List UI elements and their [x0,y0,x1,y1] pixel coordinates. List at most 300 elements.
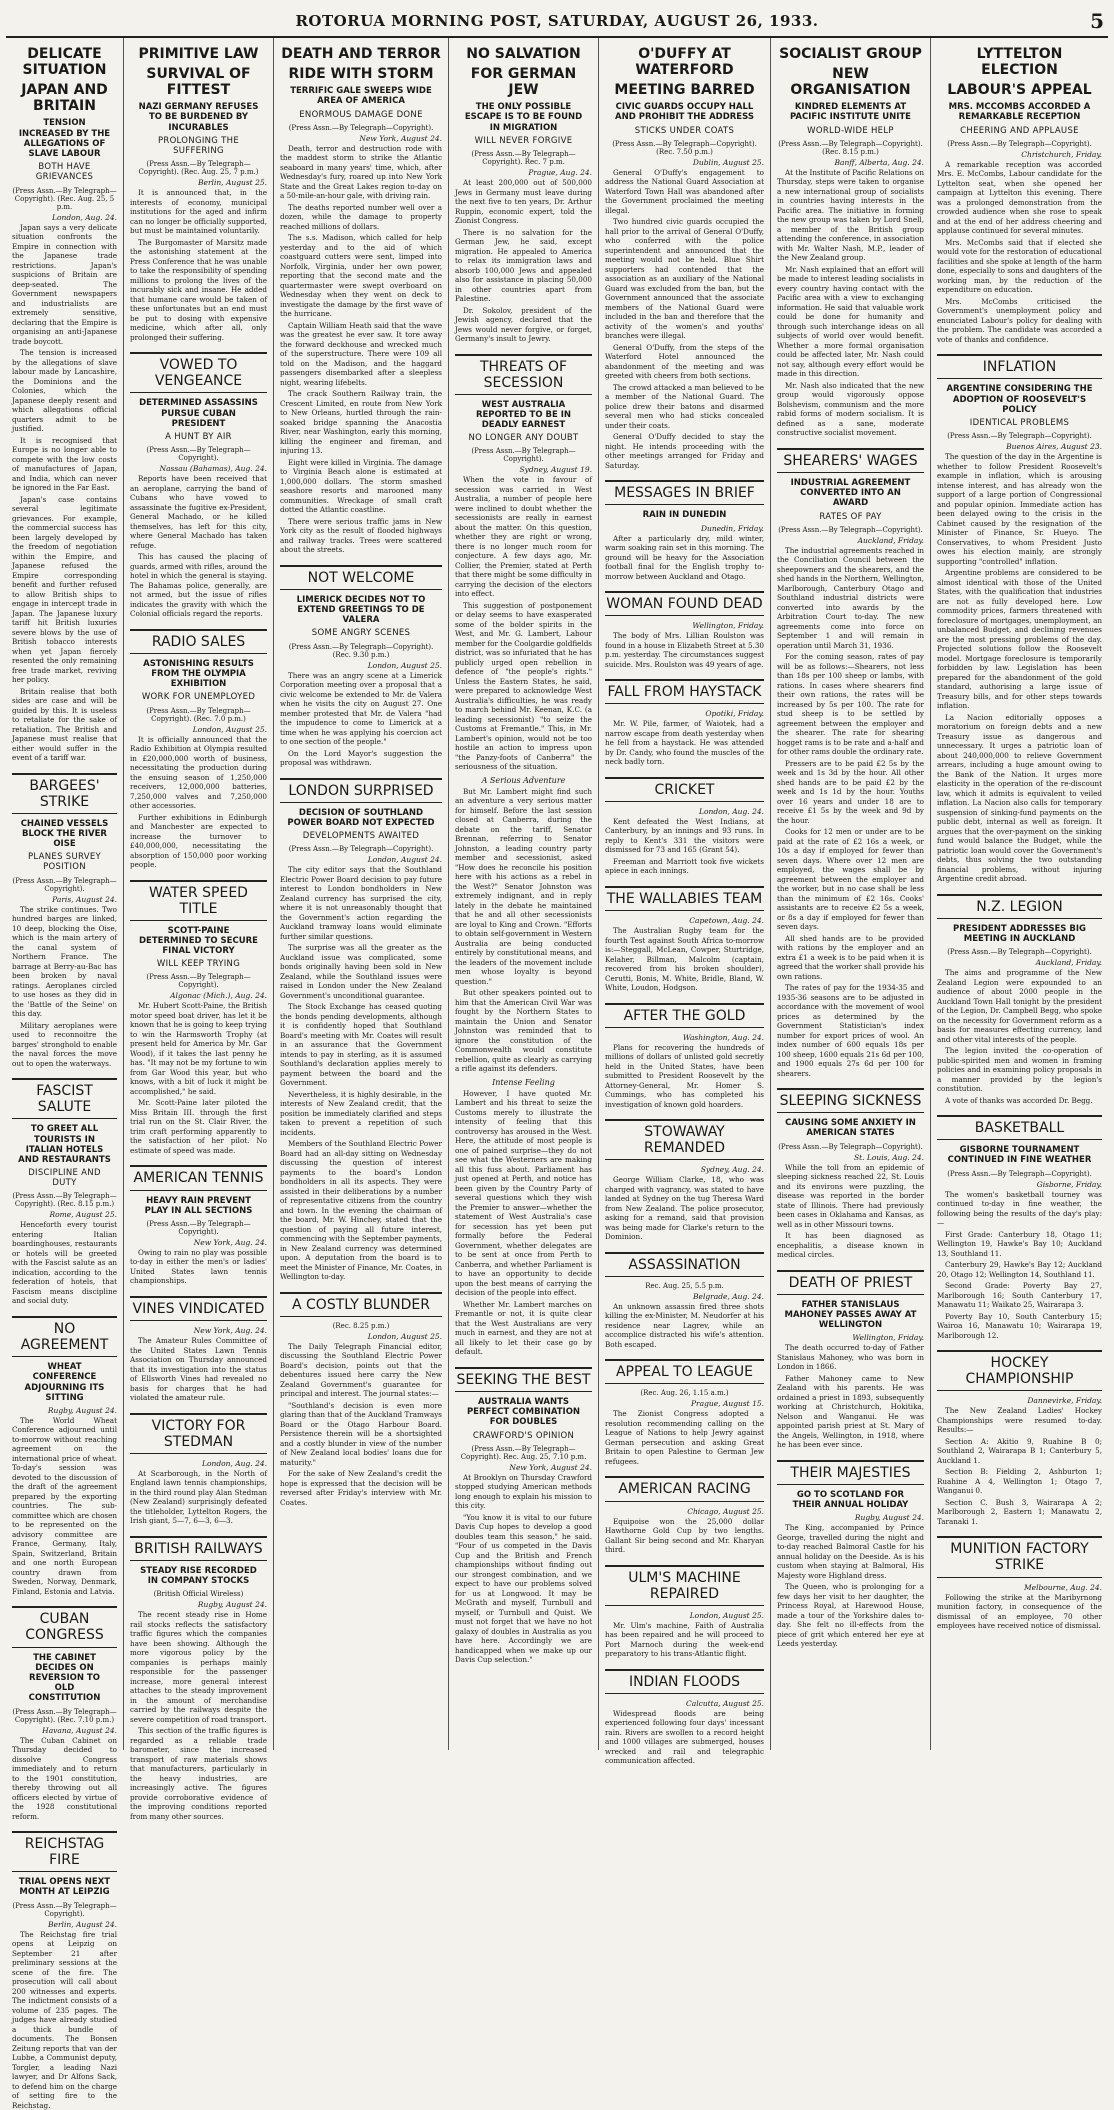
story-deck: THE CABINET DECIDES ON REVERSION TO OLD CONSTITUTION [28,1652,101,1704]
story-headline: HOCKEY CHAMPIONSHIP [937,1350,1102,1391]
story-deck: AUSTRALIA WANTS PERFECT COMBINATION FOR DOUBLES [466,1397,581,1428]
news-story [777,1460,924,1649]
story-deck: WORK FOR UNEMPLOYED [141,692,256,703]
dateline: Auckland, Friday. [857,535,924,545]
news-story [605,1252,764,1350]
paragraph: The rates of pay for the 1934-35 and 1935-36 seasons are to be adjusted in accordance with the movement of wool prices as determined by the Government Statistician's index number for export prices of wool. An index number of 600 equals 18s per 100 sheep, 1600 equals 21s 6d per 100, and 1900 equals 27s 6d per 100 for shearers. [777,983,924,1078]
story-deck: THE ONLY POSSIBLE ESCAPE IS TO BE FOUND IN MIGRATION [464,102,583,133]
wire-credit: (Press Assn.—By Telegraph—Copyright). (Rec. 7.10 p.m.) [12,1707,117,1724]
story-body [605,817,764,876]
news-story [605,886,764,993]
news-story [12,1831,117,2110]
story-deck: DETERMINED ASSASSINS PURSUE CUBAN PRESIDENT [139,398,258,429]
story-deck: TERRIFIC GALE SWEEPS WIDE AREA OF AMERICA [290,86,432,107]
story-headline: WOMAN FOUND DEAD [605,591,764,616]
story-headline: THREATS OF SECESSION [455,354,592,395]
paragraph: Father Mahoney came to New Zealand with his parents. He was ordained a priest in 1893, subsequently working at Christchurch, Hokitika, Nelson and Wanganui. He was appointed parish priest at St. Mary of the Angels, Wellington, in 1918, where he has been ever since. [777,1373,924,1450]
story-deck: WILL NEVER FORGIVE [474,135,573,146]
story-deck: WILL KEEP TRYING [156,959,241,970]
news-story [605,679,764,767]
dateline: New York, August 24. [509,1462,592,1472]
dateline: Rugby, August 24. [197,1600,267,1610]
story-body [937,1406,1102,1526]
paragraph: The crowd attacked a man believed to be a member of the National Guard. The police drew their batons and disarmed several men who had sticks concealed under their coats. [605,382,764,430]
wire-credit: (Press Assn.—By Telegraph—Copyright). (Rec. 8.15 p.m.) [12,1192,117,1209]
paragraph: But other speakers pointed out to him that the American Civil War was fought by the Northern States to maintain the Union and Senator Johnston was reminded that to ignore the constitution of the Commonwealth would constitute rebellion, quite as clearly as carrying a rifle against its defenders. [455,988,592,1074]
wire-credit: (Press Assn.—By Telegraph—Copyright). [146,446,251,463]
news-story [130,629,267,870]
wire-credit: (Press Assn.—By Telegraph—Copyright). [12,876,117,893]
story-deck: RIDE WITH STORM [288,66,434,83]
story-headline: MUNITION FACTORY STRIKE [937,1536,1102,1577]
paragraph: An unknown assassin fired three shots killing the ex-Minister, M. Neudorfer at his residence near Lagrev, while an accomplice distracted his wife's attention. Both escaped. [605,1301,764,1349]
wire-credit: (Press Assn.—By Telegraph—Copyright). (Rec. Aug. 25, 7 p.m.) [138,160,259,177]
news-story [130,352,267,618]
wire-credit: (Press Assn.—By Telegraph—Copyright). [947,432,1092,441]
dateline: Berlin, August 24. [48,1919,117,1929]
story-deck: KINDRED ELEMENTS AT PACIFIC INSTITUTE UNITE [789,102,911,123]
news-story [605,46,764,470]
story-body [605,926,764,993]
dateline: London, August 25. [192,724,267,734]
paragraph: It is recognised that Europe is no longer able to compete with the low costs of manufactures of Japan, and India, which can never be ignored in the Far East. [12,435,117,492]
story-body [605,534,764,582]
story-headline: SLEEPING SICKNESS [777,1088,924,1113]
paragraph: Section B: Fielding 2, Ashburton 1; Ruahine A 4, Wellington 1; Otago 7, Wanganui 0. [937,1467,1102,1496]
news-story [280,1292,442,1508]
story-body [937,1190,1102,1341]
dateline: London, August 25. [689,1610,764,1620]
story-deck: WEST AUSTRALIA REPORTED TO BE IN DEADLY EARNEST [475,399,572,431]
story-deck: JAPAN AND BRITAIN [21,82,108,115]
news-story [280,46,442,555]
wire-credit: (Press Assn.—By Telegraph—Copyright). [471,447,576,464]
story-deck: WHEAT CONFERENCE ADJOURNING ITS SITTING [24,1362,105,1403]
story-body [605,1709,764,1766]
story-deck: RAIN IN DUNEDIN [642,510,727,521]
news-story [605,777,764,876]
paragraph: The question of the day in the Argentine is whether to follow President Roosevelt's example in inflation, which is arousing intense interest, and has already won the support of a large portion of Congressional and popular opinion. Immediate action has been delayed owing to the crisis in the Cabinet caused by the resignation of the Minister of Finance, Sr. Hueyo. The Conservatives, to whom President Justo owes his election mainly, are strongly supporting "controlled" inflation. [937,452,1102,566]
story-headline: FASCIST SALUTE [12,1078,117,1119]
paragraph: The crack Southern Railway train, the Crescent Limited, en route from New York to New Orleans, hurtled through the rain-soaked bridge spanning the Anacostia River, near Washington, early this morning, killing the engineer and fireman, and injuring 13. [280,389,442,456]
paragraph: This has caused the placing of guards, armed with rifles, around the hotel in which the general is staying. The Bahamas police, generally, are not armed, but the issue of rifles indicates the gravity with which the Colonial officials regard the reports. [130,552,267,619]
dateline: Christchurch, Friday. [1021,149,1102,159]
story-deck: CHEERING AND APPLAUSE [960,125,1079,136]
wire-credit: Rec. Aug. 25, 5.5 p.m. [645,1281,724,1290]
story-body [605,631,764,669]
story-body [130,1469,267,1526]
story-body [12,1930,117,2110]
news-story [12,773,117,1069]
news-column [6,38,124,2110]
story-body [777,546,924,1079]
story-deck: STEADY RISE RECORDED IN COMPANY STOCKS [140,1565,257,1586]
wire-credit: (Press Assn.—By Telegraph—Copyright). [947,948,1092,957]
paragraph: At the Institute of Pacific Relations on Thursday, steps were taken to organise a new international group of socialists in countries having interests in the Pacific area. The initiative in forming the new group was taken by Lord Snell, a member of the British group attending the conference, in association with Mr. Walter Nash, M.P., leader of the New Zealand group. [777,167,924,263]
paragraph: The New Zealand Ladies' Hockey Championships were resumed to-day. Results:— [937,1406,1102,1435]
dateline: Banff, Alberta, Aug. 24. [834,157,924,167]
story-headline: NOT WELCOME [280,565,442,590]
paragraph: Henceforth every tourist entering Italian boardinghouses, restaurants or hotels will be greeted with the Fascist salute as an indication, according to the federation of hotels, that Fascism means discipline and social duty. [12,1220,117,1306]
news-story [605,1359,764,1466]
story-headline: REICHSTAG FIRE [12,1831,117,1872]
paragraph: Military aeroplanes were used to reconnoitre the barges' stronghold to enable the naval forces the move out to open the waterways. [12,1020,117,1068]
wire-credit: (Press Assn.—By Telegraph—Copyright). [288,845,434,854]
story-body [130,1001,267,1155]
news-column [274,38,449,1750]
story-headline: VINES VINDICATED [130,1296,267,1321]
dateline: Wellington, Friday. [852,1333,924,1343]
paragraph: The Daily Telegraph Financial editor, discussing the Southland Electric Power Board's decision, points out that the debentures issued here carry the New Zealand Government's guarantee for principal and interest. The journal states:— [280,1341,442,1399]
story-headline: CRICKET [605,777,764,802]
paragraph: The surprise was all the greater as the Auckland issue was complicated, some bonds originally having been sold in New Zealand, while the Southland issues were raised in London under the New Zealand Government's unconditional guarantee. [280,943,442,1000]
story-headline: APPEAL TO LEAGUE [605,1359,764,1384]
story-body [455,1473,592,1665]
paragraph: At Brooklyn on Thursday Crawford stopped studying American methods long enough to explain his mission to this city. [455,1472,592,1511]
paragraph: The strike continues. Two hundred barges are linked, 10 deep, blocking the Oise, which is the main artery of the canal system of Northern France. The barrage at Berry-au-Bac has been broken by naval ratings. Aeroplanes circled to use hoses as they did in the 'Battle of the Seine' on this day. [12,904,117,1019]
story-headline: CUBAN CONGRESS [12,1606,117,1647]
story-body [130,188,267,342]
story-headline: INDIAN FLOODS [605,1669,764,1694]
news-story [130,46,267,342]
dateline: Washington, Aug. 24. [682,1032,764,1042]
story-headline: AFTER THE GOLD [605,1003,764,1028]
dateline: Capetown, Aug. 24. [689,916,764,925]
story-body [12,905,117,1069]
paragraph: The King, accompanied by Prince George, travelled during the night and to-day reached Balmoral Castle for his annual holiday on the Deeside. As is his custom when staying at Balmoral, His Majesty wore Highland dress. [777,1523,924,1580]
paragraph: Section A: Akitio 9, Ruahine B 0; Southland 2, Wairarapa B 1; Canterbury 5, Auckland 1. [937,1436,1102,1465]
story-body [605,1517,764,1555]
dateline: London, Aug. 24. [52,212,117,222]
story-headline: STOWAWAY REMANDED [605,1119,764,1160]
story-headline: DEATH OF PRIEST [777,1270,924,1295]
story-deck: RATES OF PAY [819,511,882,522]
paragraph: Following the strike at the Maribyrnong munition factory, in consequence of the dismissal of an employee, 70 other employees have received notice of dismissal. [937,1592,1102,1630]
paragraph: Eight were killed in Virginia. The damage to Virginia Beach alone is estimated at 1,000,000 dollars. The storm smashed seashore resorts and marooned many communities. Wreckage of small craft dotted the Atlantic coastline. [280,457,442,515]
paragraph: "You know it is vital to our future Davis Cup hopes to develop a good doubles team this season," he said. "Four of us competed in the Davis Cup and the British and French championships without finding out our strongest combination, and we expect to have our problems solved for us at Longwood. It may be McGrath and myself, Turnbull and myself, or Turnbull and Quist. We must not forget that we have no hot galaxy of doubles in Australia as you have here. Accordingly we are handicapped when we make up our Davis Cup selection." [455,1512,592,1665]
wire-credit: (Press Assn.—By Telegraph—Copyright). (Rec. 7.0 p.m.) [146,706,251,723]
story-deck: WORLD-WIDE HELP [807,125,894,136]
story-body [777,1163,924,1260]
news-story [937,354,1102,883]
story-deck: SCOTT-PAINE DETERMINED TO SECURE FINAL VICTORY [139,925,258,957]
dateline: London, August 25. [367,1331,442,1341]
news-story [12,1316,117,1596]
story-deck: PLANES SURVEY POSITION [27,852,102,873]
paragraph: Mr. Nash also indicated that the new group would vigorously oppose Bolshevism, communism and the more rabid forms of modern socialism. It is defined as a sane, moderate constructive socialist movement. [777,380,924,438]
paragraph: Mr. Nash explained that an effort will be made to interest leading socialists in every country having contact with the Pacific area with a view to exchanging information. He said that valuable work could be done for humanity and through such interchange ideas on all subjects of world over would benefit. Whether a more formal organisation could be affected later, Mr. Nash could not say, although every effort would be made in this direction. [777,264,924,379]
story-headline: PRIMITIVE LAW [138,46,259,62]
story-body [130,735,267,870]
story-headline: AMERICAN TENNIS [130,1165,267,1190]
story-body [605,1043,764,1110]
story-deck: ASTONISHING RESULTS FROM THE OLYMPIA EXHIBITION [143,658,254,690]
paragraph: After a particularly dry, mild winter, warm soaking rain set in this morning. The ground will be heavy for the Association football final for the English trophy to-morrow between Auckland and Otago. [605,533,764,581]
story-body [605,1409,764,1466]
paragraph: This suggestion of postponement or delay seems to have exasperated some of the bolder spirits in the West, and Mr. G. Lambert, Labour member for the Coolgardie goldfields district, was so infuriated that he has publicly urged open rebellion in defence of "the people's rights." Unless the Eastern States, he said, were prepared to acknowledge West Australia's difficulties, he was ready to march behind Mr. Keenan, K.C. (a leading secessionist) "to seize the Customs at Fremantle." This, in Mr. Lambert's opinion, would not be too hostile an action to impress upon "the Panzy-foots of Canberra" the seriousness of the situation. [455,600,592,772]
dateline: Berlin, August 25. [198,178,267,188]
dateline: Belgrade, Aug. 24. [693,1291,764,1301]
story-headline: A COSTLY BLUNDER [280,1292,442,1317]
paragraph: Equipoise won the 25,000 dollar Hawthorne Gold Cup by two lengths. Gallant Sir being second and Mr. Kharyan third. [605,1516,764,1555]
paragraph: General O'Duffy's engagement to address the National Guard Association at Waterford Town Hall was abandoned after the Government proclaimed the meeting illegal. [605,167,764,215]
paragraph: There was an angry scene at a Limerick Corporation meeting over a proposal that a civic welcome be extended to Mr. de Valera when he visits the city on August 27. One member protested that Mr. de Valera "had the impudence to come to Limerick at a time when he was applying his coercion act to one section of the people." [280,670,442,747]
paragraph: Nevertheless, it is highly desirable, in the interests of New Zealand credit, that the position be immediately clarified and steps taken to prevent a repetition of such incidents. [280,1089,442,1137]
story-deck: SOME ANGRY SCENES [311,628,411,639]
paragraph: There is no salvation for the German Jew, he said, except migration. He appealed to America to relax its immigration laws and absorb 100,000 Jews and appealed also for assistance in placing 50,000 in other countries apart from Palestine. [455,227,592,304]
paragraph: Dr. Sokolov, president of the Jewish agency, declared that the Jews would never forgive, or forget, Germany's insult to Jewry. [455,305,592,344]
subsection-title: Intense Feeling [492,1077,555,1087]
story-headline: LYTTELTON ELECTION [976,46,1063,79]
wire-credit: (Press Assn.—By Telegraph—Copyright). (Rec. Aug. 25, 5 p.m. [12,186,117,211]
news-story [455,354,592,1357]
wire-credit: (Press Assn.—By Telegraph—Copyright). [947,139,1092,148]
dateline: London, August 25. [367,660,442,670]
wire-credit: (Press Assn.—By Telegraph—Copyright). [146,1219,251,1236]
story-body [937,1593,1102,1631]
paragraph: Mrs. McCombs said that if elected she would vote for the restoration of educational facilities and she spoke at length of the harm done, especially to sons and daughters of the working man, by the reduction of the expenditure on education. [937,237,1102,295]
paragraph: Argentine problems are considered to be almost identical with those of the United States, with the qualification that industries are not as fully developed here. Low commodity prices, farmers threatened with foreclosure of mortgages, unemployment, an unbalanced Budget, and declining revenues are the most pressing problems of the day. Projected solutions follow the Roosevelt model. Mortgage foreclosure is temporarily forbidden by law. Legislation has been prepared for the abandonment of the gold standard, authorising a large issue of Treasury bills, and for other steps towards inflation. [937,568,1102,711]
story-deck: ARGENTINE CONSIDERING THE ADOPTION OF ROOSEVELT'S POLICY [946,384,1093,415]
paragraph: Kent defeated the West Indians, at Canterbury, by an innings and 93 runs. In reply to Kent's 331 the visitors were dismissed for 73 and 165 (Grant 54). [605,816,764,855]
dateline: Algonac (Mich.), Aug. 24. [170,991,267,1001]
paragraph: For the sake of New Zealand's credit the hope is expressed that the decision will be reversed after Friday's interview with Mr. Coates. [280,1469,442,1507]
paragraph: However, I have quoted Mr. Lambert and his threat to seize the Customs merely to illustrate the intensity of feeling that this controversy has aroused in the West. Here, the attitude of most people is one of pained surprise—they do not see what the Westerners are making all this fuss about. Parliament has just opened at Perth, and notice has been given by the Country Party of several questions which they wish the Premier to answer—whether the statement of West Australia's case for secession has yet been put formally before the Federal Government, whether delegates are to be sent at once from Perth to Canberra, and whether Parliament is to have an opportunity to decide upon the best means of carrying the decision of the people into effect. [455,1088,592,1298]
dateline: Auckland, Friday. [1035,958,1102,968]
news-story [280,565,442,768]
paragraph: Owing to rain no play was possible to-day in either the men's or ladies' United States lawn tennis championships. [130,1247,267,1286]
story-headline: NO AGREEMENT [12,1316,117,1357]
paragraph: At Scarborough, in the North of England lawn tennis championships, in the third round play Alan Stedman (New Zealand) surprisingly defeated the titleholder, Lyttelton Rogers, the Irish giant, 5—7, 6—3, 6—3. [130,1468,267,1526]
dateline: Dunedin, Friday. [701,523,764,533]
news-story [12,1606,117,1821]
dateline: Rugby, August 24. [47,1405,117,1415]
story-body [280,865,442,1282]
wire-credit: (Press Assn.—By Telegraph—Copyright). [778,1142,923,1151]
story-headline: THE WALLABIES TEAM [605,886,764,911]
paragraph: Reports have been received that an aeroplane, carrying the band of Cubans who have vowed to assassinate the fugitive ex-President, General Machado, or he killed themselves, has left for this city, where General Machado has taken refuge. [130,474,267,550]
paragraph: Freeman and Marriott took five wickets apiece in each innings. [605,856,764,876]
paragraph: Pressers are to be paid £2 5s by the week and 1s 3d by the hour. All other shed hands are to be paid £2 by the week and 1s 1d by the hour. Youths over 16 years and under 18 are to receive £1 5s by the week and 9d by the hour. [777,758,924,825]
story-headline: RADIO SALES [130,629,267,654]
paragraph: On the Lord Mayor's suggestion the proposal was withdrawn. [280,748,442,768]
story-deck: SURVIVAL OF FITTEST [146,66,251,99]
dateline: New York, Aug. 24. [193,1237,267,1247]
story-deck: MEETING BARRED [614,82,755,99]
columns [6,38,1108,2110]
paragraph: For the coming season, rates of pay will be as follows:—Shearers, not less than 18s per 100 sheep or lambs, with rations. In cases where shearers find their own rations, the rates will be increased by 5s per 100. The rate for stud sheep is to be settled by agreement between the employer and the shearer. The rate for shearing hogget rams is to be rate and a-half and for other rams double the ordinary rate. [777,652,924,757]
story-body [130,1610,267,1821]
story-deck: TENSION INCREASED BY THE ALLEGATIONS OF SLAVE LABOUR [18,118,111,159]
paragraph: It has been diagnosed as encephalitis, a disease known in medical circles. [777,1231,924,1260]
story-body [12,1416,117,1597]
news-story [777,448,924,1078]
paragraph: Second Grade: Poverty Bay 27, Marlborough 16; South Canterbury 17, Manawatu 11; Waikato 25, Wairarapa 3. [937,1281,1102,1310]
paragraph: Britain realise that both sides are case and will be guided by this. It is useless to retaliate for the sake of retaliation. The British and Japanese must realise that either would suffer in the event of a tariff war. [12,686,117,762]
paragraph: The tension is increased by the allegations of slave labour made by Lancashire, the Dominions and the Colonies, which the Japanese deeply resent and which allegations official quarters admit to be justified. [12,348,117,433]
paragraph: A remarkable reception was accorded Mrs. E. McCombs, Labour candidate for the Lyttelton seat, when she opened her campaign at Lyttelton this evening. There was a prolonged demonstration from the crowded audience when she rose to speak and at the end of her address cheering and applause continued for several minutes. [937,159,1102,236]
dateline: St. Louis, Aug. 24. [853,1152,924,1162]
paragraph: Mr. Ulm's machine, Faith of Australia has been repaired and he will proceed to Port Marnoch during the week-end preparatory to his trans-Atlantic flight. [605,1620,764,1659]
paragraph: Death, terror and destruction rode with the maddest storm to strike the Atlantic seaboard in many years' time, which, after Wednesday's fury, roared up into New York State and the Great Lakes region to-day on a 50-mile-an-hour gale, with driving rain. [280,143,442,201]
paragraph: The Queen, who is prolonging for a few days her visit to her daughter, the Princess Royal, at Harewood House, made a tour of the Yorkshire dales to-day. She felt no ill-effects from the piece of grit which entered her eye at Leeds yesterday. [777,1582,924,1649]
paragraph: The Cuban Cabinet on Thursday decided to dissolve Congress immediately and to return to the 1901 constitution, thereby throwing out all officers elected by virtue of the 1928 constitutional reform. [12,1735,117,1821]
story-body [455,475,592,1357]
story-headline: N.Z. LEGION [937,894,1102,919]
paragraph: Japan says a very delicate situation confronts the Empire in connection with the Japanese trade restrictions. Japan's suspicions of Britain are deep-seated. The Government newspapers and industrialists are extremely sensitive, declaring that the Empire is organising an anti-Japanese trade boycott. [12,222,117,346]
story-body [130,1336,267,1403]
story-body [280,144,442,555]
wire-credit: (Press Assn.—By Telegraph—Copyright). Rec. 7 p.m. [471,150,576,167]
story-headline: NO SALVATION [466,46,581,62]
paragraph: While the toll from an epidemic of sleeping sickness reached 22, St. Louis and its environs were puzzling, the disease was reported in the border state of Illinois. There had previously been cases in Oklahama and Kansas, as well as in other Missouri towns. [777,1162,924,1229]
story-headline: THEIR MAJESTIES [777,1460,924,1485]
story-body [937,160,1102,345]
news-story [455,1367,592,1665]
wire-credit: (Rec. Aug. 26, 1.15 a.m.) [640,1389,729,1398]
story-body [777,1343,924,1450]
dateline: Dublin, August 25. [692,157,764,167]
news-story [937,1115,1102,1340]
dateline: London, Aug. 24. [699,806,764,816]
story-headline: AMERICAN RACING [605,1476,764,1501]
story-body [605,168,764,471]
news-story [605,480,764,581]
dateline: Melbourne, Aug. 24. [1023,1582,1102,1592]
wire-credit: (Press Assn.—By Telegraph—Copyright). (Rec. 9.30 p.m.) [288,642,434,659]
paragraph: Further exhibitions in Edinburgh and Manchester are expected to increase the turnover to £40,000,000, necessitating the absorption of 150,000 poor working people. [130,812,267,869]
paragraph: Section C. Bush 3, Wairarapa A 2; Marlborough 2, Eastern 1; Manawatu 2, Taranaki 1. [937,1497,1102,1526]
wire-credit: (Press Assn.—By Telegraph—Copyright). [146,973,251,990]
paragraph: The Amateur Rules Committee of the United States Lawn Tennis Association on Thursday announced that its investigation into the status of Ellsworth Vines had revealed no basis for charges that he had violated the amateur rule. [130,1336,267,1402]
dateline: London, Aug. 24. [202,1458,267,1468]
wire-credit: (Press Assn.—By Telegraph—Copyright). (Rec. 7.50 p.m.) [612,139,757,156]
story-headline: ASSASSINATION [605,1252,764,1277]
story-body [130,1248,267,1286]
news-story [777,1270,924,1450]
story-body [937,452,1102,884]
dateline: Rome, August 25. [49,1210,117,1220]
paragraph: There were serious traffic jams in New York city as the result of flooded highways and railway tracks. Trees were scattered about the streets. [280,516,442,555]
dateline: Rugby, August 24. [854,1513,924,1523]
paragraph: Poverty Bay 10, South Canterbury 15; Wairoa 16, Manawatu 10; Wairarapa 19, Marlborough 12. [937,1311,1102,1340]
story-deck: HEAVY RAIN PREVENT PLAY IN ALL SECTIONS [144,1195,253,1216]
paragraph: The aims and programme of the New Zealand Legion were expounded to an audience of about 2000 people in the Auckland Town Hall tonight by the president of the Legion, Dr. Campbell Begg, who spoke on the necessity for Government reform as a basis for measures effecting currency, land and other vital interests of the people. [937,968,1102,1044]
story-deck: TRIAL OPENS NEXT MONTH AT LEIPZIG [18,1877,111,1898]
story-deck: ENORMOUS DAMAGE DONE [299,109,423,120]
story-body [937,968,1102,1105]
story-deck: STICKS UNDER COATS [634,125,735,136]
news-story [937,1536,1102,1630]
story-headline: VOWED TO VENGEANCE [130,352,267,393]
story-deck: INDUSTRIAL AGREEMENT CONVERTED INTO AN AWARD [790,477,911,509]
story-deck: MRS. MCCOMBS ACCORDED A REMARKABLE RECEPTION [948,102,1091,123]
story-deck: NEW ORGANISATION [790,66,911,99]
wire-credit: (Press Assn.—By Telegraph—Copyright). [288,123,434,132]
dateline: Nassau (Bahamas), Aug. 24. [159,464,267,474]
news-story [130,880,267,1156]
story-headline: SOCIALIST GROUP [779,46,922,62]
page-number: 5 [1090,9,1104,33]
paragraph: Two hundred civic guards occupied the hall prior to the arrival of General O'Duffy, who conferred with the police superintendent and announced that the meeting would not be held. Blue Shirt supporters had contended that the association as an auxiliary of the National Guard was excluded from the ban, but the Government announced that the associate members of the National Guard were included in the ban and therefore that the activity of the women's and youths' branches were illegal. [605,217,764,341]
story-deck: NAZI GERMANY REFUSES TO BE BURDENED BY INCURABLES [138,102,259,133]
news-story [937,894,1102,1105]
dateline: Buenos Aires, August 23. [1006,442,1102,452]
paragraph: First Grade: Canterbury 18, Otago 11; Wellington 19, Hawke's Bay 10; Auckland 13, Southland 11. [937,1229,1102,1258]
story-headline: MESSAGES IN BRIEF [605,480,764,505]
paragraph: George William Clarke, 18, who was charged with vagrancy, was stated to have landed at Sydney on the tug Theresa Ward from New Zealand. The police prosecutor, asking for a remand, said that provision was being made for Clarke's return to the Dominion. [605,1175,764,1242]
story-deck: A HUNT BY AIR [165,431,232,442]
story-body [12,1736,117,1822]
story-headline: BARGEES' STRIKE [12,773,117,814]
news-story [777,1088,924,1259]
paragraph: Whether Mr. Lambert marches on Fremantle or not, it is quite clear that the West Australians are very much in earnest, and they are not at all likely to let their case go by default. [455,1299,592,1357]
news-story [777,46,924,438]
paragraph: The Zionist Congress adopted a resolution recommending calling on the League of Nations to help Jewry against German persecution and asking Great Britain to open Palestine to German Jew refugees. [605,1409,764,1466]
dateline: Prague, Aug. 24. [528,168,592,178]
paragraph: The Stock Exchange has ceased quoting the bonds pending developments, although it is confidently hoped that Southland Board's meeting with Mr. Coates will result in an assurance that the Government intends to pay in sterling, as it is assumed Southland's declaration applies merely to payment between the board and the Government. [280,1002,442,1088]
masthead-title: ROTORUA MORNING POST, SATURDAY, AUGUST 26, 1933. [295,12,819,30]
paragraph: When the vote in favour of secession was carried in West Australia, a number of people here were inclined to doubt whether the secessionists are really in earnest about the matter. On this question, whether they are right or wrong, there is no longer much room for conjecture. A few days ago, Mr. Collier, the Premier, stated at Perth that there might be some difficulty in carrying the decision of the electors into effect. [455,475,592,599]
dateline: New York, August 24. [359,133,442,143]
story-body [605,1621,764,1659]
story-headline: DEATH AND TERROR [281,46,441,62]
story-headline: BRITISH RAILWAYS [130,1536,267,1561]
news-story [12,46,117,763]
news-story [455,46,592,344]
story-deck: DEVELOPMENTS AWAITED [302,831,420,842]
dateline: Dannevirke, Friday. [1027,1396,1102,1406]
paragraph: The Reichstag fire trial opens at Leipzig on September 21 after preliminary sessions at the scene of the fire. The prosecution will call about 200 witnesses and experts. The indictment consists of a volume of 235 pages. The judges have already studied a thick bundle of documents. The Bonsen Zeitung reports that van der Lubbe, a Communist deputy, Torgler, a leading Nazi lawyer, and Dr Alfons Sack, to defend him on the charge of setting fire to the Reichstag. [12,1929,117,2110]
dateline: Opotiki, Friday. [705,709,764,719]
story-body [455,178,592,344]
dateline: Calcutta, August 25. [686,1698,764,1708]
story-headline: ULM'S MACHINE REPAIRED [605,1565,764,1606]
dateline: Chicago, August 25. [687,1506,764,1516]
wire-credit: (Press Assn.—By Telegraph—Copyright). [778,525,923,534]
paragraph: Canterbury 29, Hawke's Bay 12; Auckland 20, Otago 12; Wellington 14, Southland 11. [937,1260,1102,1279]
story-deck: LABOUR'S APPEAL [947,82,1092,99]
story-headline: BASKETBALL [937,1115,1102,1140]
wire-credit: (Rec. 8.25 p.m.) [332,1321,390,1330]
paragraph: Cooks for 12 men or under are to be paid at the rate of £2 16s a week, or 10s a day if employed for fewer than seven days. Where over 12 men are employed, the wages shall be by agreement between the employer and the worker, but in no case shall be less than the minimum of £2 16s. Cooks' assistants are to receive £2 5s a week, or 8s a day if employed for fewer than seven days. [777,827,924,932]
news-story [12,1078,117,1306]
news-story [605,591,764,669]
news-story [130,1296,267,1403]
news-story [937,1350,1102,1526]
wire-credit: (Press Assn.—By Telegraph—Copyright). [947,1169,1092,1178]
story-deck: CIVIC GUARDS OCCUPY HALL AND PROHIBIT THE ADDRESS [615,102,754,123]
paragraph: It is announced that, in the interests of economy, municipal institutions for the aged and infirm can no longer be officially supported, but must be maintained voluntarily. [130,188,267,236]
news-story [605,1669,764,1766]
story-deck: DISCIPLINE AND DUTY [28,1168,101,1189]
story-headline: LONDON SURPRISED [280,778,442,803]
dateline: Sydney, August 19. [519,465,592,475]
paragraph: Widespread floods are being experienced following four days' incessant rain. Rivers are swollen to a record height and 1000 villages are submerged, houses wrecked and rail and telegraphic communication affected. [605,1708,764,1766]
paragraph: General O'Duffy decided to stay the night. He intends proceeding with the other meetings arranged for Friday and Saturday. [605,432,764,470]
paragraph: La Nacion editorially opposes a moratorium on foreign debts and a new Treasury issue as dangerous and unnecessary. It urges a patriotic loan of about 240,000,000 to relieve Government arrears, including a huge amount owing to the Bank of the Nation. It urges more elasticity in the operation of the re-discount law, which it admits is equivalent to veiled inflation. La Nacion also calls for temporary suspension of sinking-fund payments on the public debt, internal as well as foreign. It argues that the over-payment on the sinking fund would balance the Budget, while the patriotic loan would cover the Government's debts, thus solving the two outstanding financial problems, without injuring Argentine credit abroad. [937,712,1102,884]
story-deck: GO TO SCOTLAND FOR THEIR ANNUAL HOLIDAY [792,1489,909,1511]
story-body [280,1342,442,1508]
paragraph: The city editor says that the Southland Electric Power Board decision to pay future interest to London bondholders in New Zealand currency has surprised the city, where it is not unreasonably thought that the Government's action regarding the Auckland tramway loans would eliminate further similar questions. [280,865,442,941]
story-deck: CAUSING SOME ANXIETY IN AMERICAN STATES [785,1118,916,1139]
masthead [6,6,1108,38]
story-deck: BOTH HAVE GRIEVANCES [35,162,94,183]
dateline: London, August 24. [367,855,442,865]
paragraph: A vote of thanks was accorded Dr. Begg. [945,1095,1093,1105]
paragraph: Mr. Hubert Scott-Paine, the British motor speed boat driver, has let it be known that he is going to keep trying to win the Harmsworth Trophy (at present held for America by Mr. Gar Wood), if it takes the last penny he has. "It may not be my fortune to win from Gar Wood this year, but who knows, with a bit of luck it might be accomplished," he said. [130,1001,267,1096]
paragraph: It is officially announced that the Radio Exhibition at Olympia resulted in £20,000,000 worth of business, necessitating the production during the ensuing season of 1,250,000 receivers, 12,000,000 batteries, 7,250,000 valves and 7,250,000 other accessories. [130,734,267,810]
